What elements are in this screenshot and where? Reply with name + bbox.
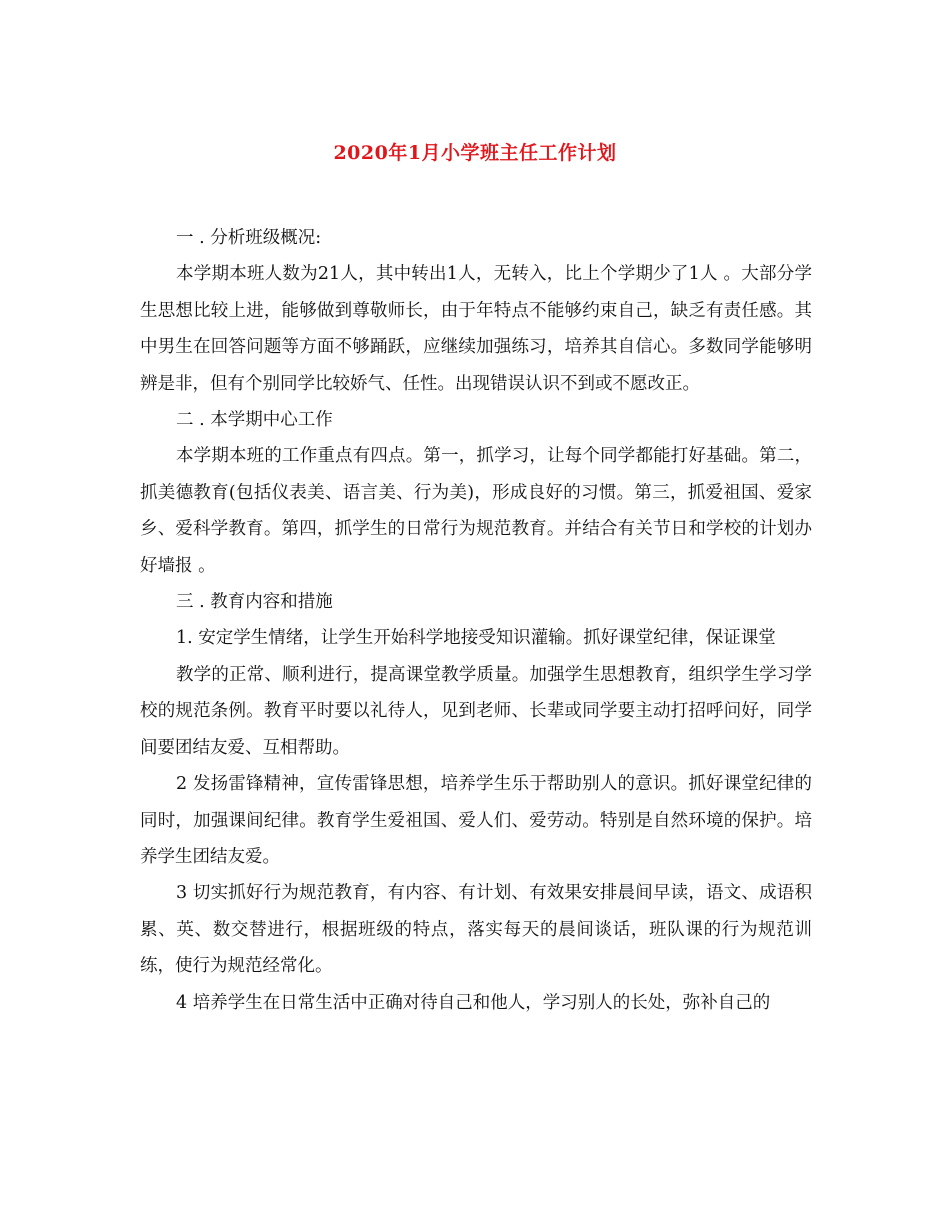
paragraph-class-overview: 本学期本班人数为21人，其中转出1人，无转入，比上个学期少了1人 。大部分学生思想比较上进，能够做到尊敬师长，由于年特点不能够约束自己，缺乏有责任感。其中男生在回答问题等方面不够踊跃，应继续加强练习，培养其自信心。多数同学能够明辨是非，但有个别同学比较娇气、任性。出现错误认识不到或不愿改正。 [140, 264, 812, 394]
paragraph-measure-1: 1. 安定学生情绪，让学生开始科学地接受知识灌输。抓好课堂纪律，保证课堂 [176, 628, 776, 649]
document-title: 2020年1月小学班主任工作计划 [333, 142, 617, 164]
paragraph-measure-1-continued: 教学的正常、顺利进行，提高课堂教学质量。加强学生思想教育，组织学生学习学校的规范条例。教育平时要以礼待人，见到老师、长辈或同学要主动打招呼问好，同学间要团结友爱、互相帮助。 [140, 664, 812, 758]
section-heading-2: 二 . 本学期中心工作 [176, 410, 333, 431]
document-body [140, 220, 812, 1021]
paragraph-measure-3: 3 切实抓好行为规范教育，有内容、有计划、有效果安排晨间早读，语文、成语积累、英、数交替进行，根据班级的特点，落实每天的晨间谈话，班队课的行为规范训练，使行为规范经常化。 [140, 883, 812, 977]
paragraph-central-work: 本学期本班的工作重点有四点。第一，抓学习，让每个同学都能打好基础。第二，抓美德教育(包括仪表美、语言美、行为美)，形成良好的习惯。第三，抓爱祖国、爱家乡、爱科学教育。第四，抓学生的日常行为规范教育。并结合有关节日和学校的计划办好墙报 。 [140, 446, 812, 576]
section-heading-3: 三 . 教育内容和措施 [176, 592, 333, 613]
paragraph-measure-4: 4 培养学生在日常生活中正确对待自己和他人，学习别人的长处，弥补自己的 [176, 992, 771, 1013]
section-heading-1: 一 . 分析班级概况: [176, 228, 322, 248]
paragraph-measure-2: 2 发扬雷锋精神，宣传雷锋思想，培养学生乐于帮助别人的意识。抓好课堂纪律的同时，加强课间纪律。教育学生爱祖国、爱人们、爱劳动。特别是自然环境的保护。培养学生团结友爱。 [140, 774, 812, 867]
